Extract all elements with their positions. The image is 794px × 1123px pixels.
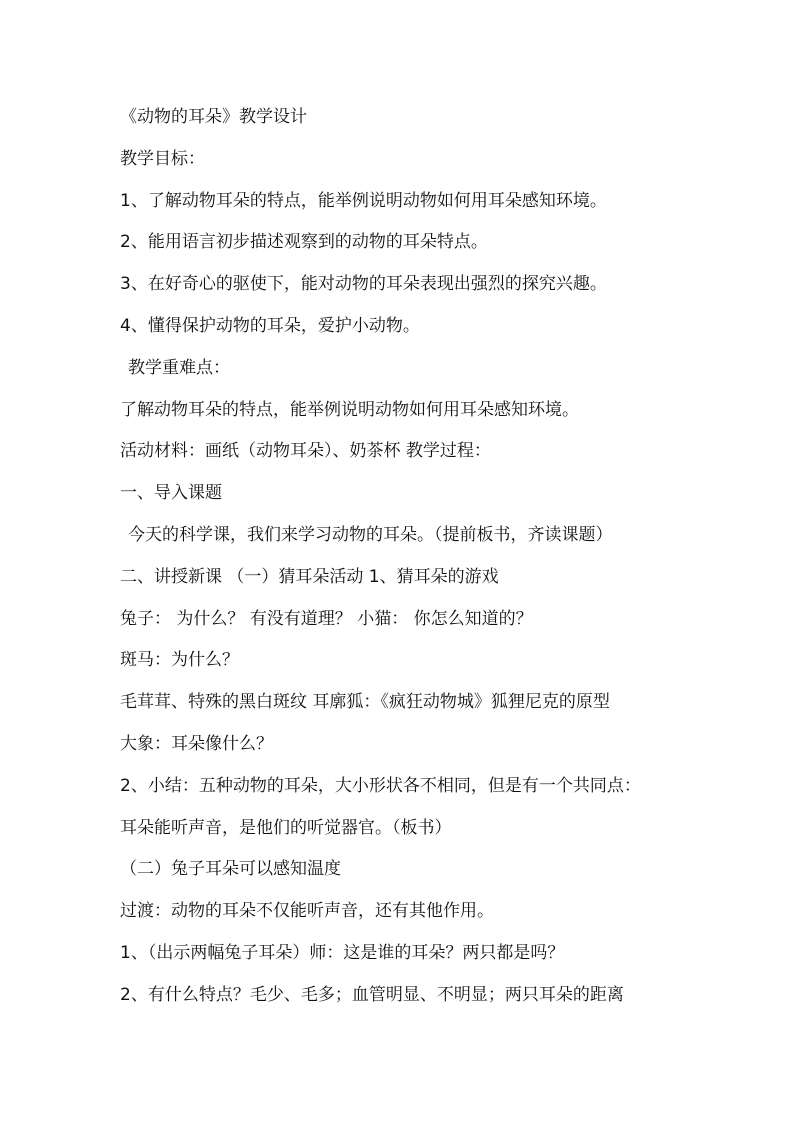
- paragraph: 斑马：为什么？: [120, 650, 239, 671]
- paragraph: 2、小结：五种动物的耳朵，大小形状各不相同，但是有一个共同点：: [120, 775, 641, 796]
- paragraph: 毛茸茸、特殊的黑白斑纹 耳廓狐：《疯狂动物城》狐狸尼克的原型: [120, 692, 610, 713]
- document-title: 《动物的耳朵》教学设计: [120, 107, 307, 127]
- section-heading-objectives: 教学目标：: [120, 148, 205, 169]
- document-body: [120, 103, 700, 1023]
- paragraph: 活动材料：画纸（动物耳朵）、奶茶杯 教学过程：: [120, 441, 491, 462]
- paragraph: 了解动物耳朵的特点，能举例说明动物如何用耳朵感知环境。: [120, 399, 579, 420]
- paragraph: 过渡：动物的耳朵不仅能听声音，还有其他作用。: [120, 901, 494, 922]
- paragraph: 兔子： 为什么？ 有没有道理？ 小猫： 你怎么知道的？: [120, 608, 533, 629]
- paragraph: 今天的科学课，我们来学习动物的耳朵。（提前板书，齐读课题）: [128, 524, 613, 545]
- subsection-heading: （二）兔子耳朵可以感知温度: [120, 859, 341, 880]
- objective-item: 2、能用语言初步描述观察到的动物的耳朵特点。: [120, 232, 488, 253]
- section-heading-new-lesson: 二、讲授新课 （一）猜耳朵活动 1、猜耳朵的游戏: [120, 566, 499, 587]
- paragraph: 2、有什么特点？毛少、毛多；血管明显、不明显；两只耳朵的距离: [120, 984, 624, 1005]
- objective-item: 4、懂得保护动物的耳朵，爱护小动物。: [120, 315, 420, 336]
- section-heading-intro: 一、导入课题: [120, 483, 222, 504]
- paragraph: 耳朵能听声音，是他们的听觉器官。（板书）: [120, 817, 452, 838]
- section-heading-key-points: 教学重难点：: [128, 357, 230, 378]
- paragraph: 大象：耳朵像什么？: [120, 733, 273, 754]
- objective-item: 3、在好奇心的驱使下，能对动物的耳朵表现出强烈的探究兴趣。: [120, 274, 607, 295]
- objective-item: 1、了解动物耳朵的特点，能举例说明动物如何用耳朵感知环境。: [120, 190, 607, 211]
- paragraph: 1、（出示两幅兔子耳朵）师：这是谁的耳朵？两只都是吗？: [120, 942, 565, 963]
